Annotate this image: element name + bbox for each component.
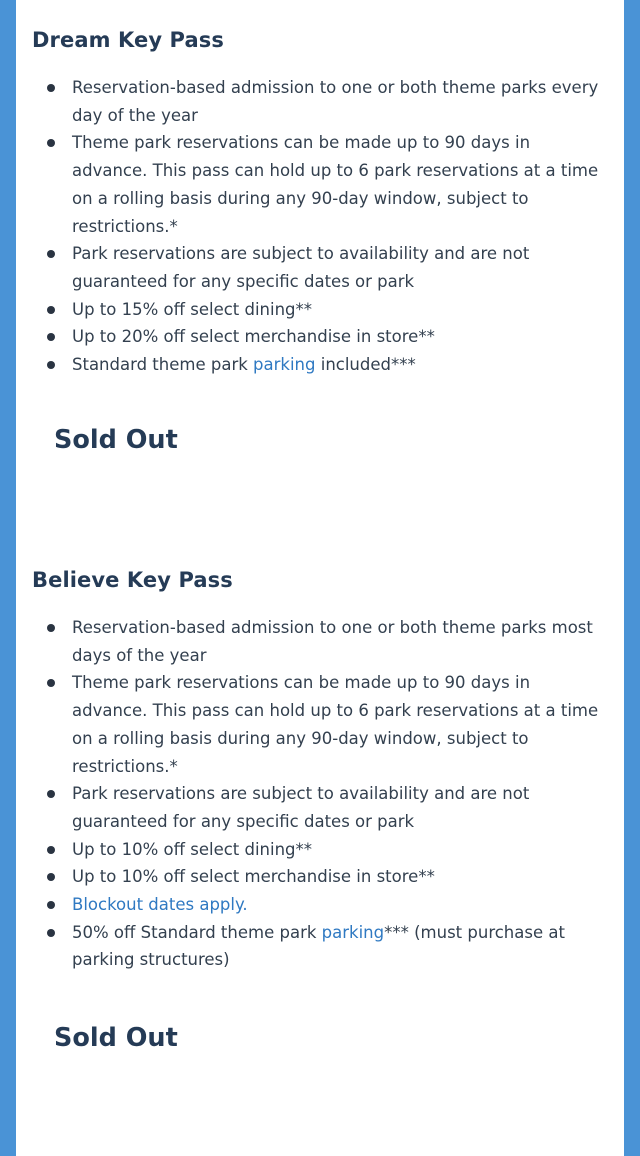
benefit-item	[32, 836, 602, 864]
benefits-list	[32, 74, 602, 379]
benefit-text: Up to 10% off select dining**	[72, 839, 313, 859]
benefit-item	[32, 323, 602, 351]
benefit-item	[32, 74, 602, 129]
benefit-text-before: Standard theme park	[72, 355, 254, 375]
benefit-text-after: *** (must purchase at parking structures)	[72, 922, 565, 970]
benefit-text: Theme park reservations can be made up to 90 days in advance. This pass can hold up to 6 park reservations at a time on a rolling basis during any 90-day window, subject to restrictions.*	[72, 673, 599, 776]
sold-out-status: Sold Out	[54, 425, 178, 455]
benefit-item	[32, 780, 602, 835]
bullet-icon	[47, 873, 55, 881]
bullet-icon	[47, 790, 55, 798]
benefits-list	[32, 614, 602, 974]
benefit-text: Theme park reservations can be made up to 90 days in advance. This pass can hold up to 6 park reservations at a time on a rolling basis during any 90-day window, subject to restrictions.*	[72, 133, 599, 236]
bullet-icon	[47, 679, 55, 687]
bullet-icon	[47, 846, 55, 854]
pass-card-dream-key	[32, 26, 602, 455]
blockout-dates-link[interactable]: Blockout dates apply.	[72, 895, 248, 915]
bullet-icon	[47, 901, 55, 909]
benefit-item-parking	[32, 919, 602, 974]
bullet-icon	[47, 84, 55, 92]
bullet-icon	[47, 250, 55, 258]
benefit-text: Park reservations are subject to availability and are not guaranteed for any specific dates or park	[72, 244, 530, 291]
pass-card-believe-key	[32, 566, 602, 1053]
benefit-text: Up to 20% off select merchandise in store**	[72, 327, 435, 347]
benefit-text-before: 50% off Standard theme park	[72, 922, 322, 942]
bullet-icon	[47, 624, 55, 632]
bullet-icon	[47, 361, 55, 369]
sold-out-status: Sold Out	[54, 1023, 178, 1053]
benefit-item-parking	[32, 351, 602, 379]
benefit-text: Reservation-based admission to one or both theme parks most days of the year	[72, 618, 593, 665]
benefit-item	[32, 863, 602, 891]
benefit-item	[32, 129, 602, 240]
bullet-icon	[47, 306, 55, 314]
benefit-item	[32, 614, 602, 669]
benefit-item	[32, 240, 602, 295]
bullet-icon	[47, 929, 55, 937]
benefit-text: Reservation-based admission to one or both theme parks every day of the year	[72, 78, 599, 125]
bullet-icon	[47, 139, 55, 147]
benefit-item	[32, 296, 602, 324]
content-panel	[16, 0, 624, 1156]
benefit-text: Up to 10% off select merchandise in store**	[72, 867, 435, 887]
pass-title: Dream Key Pass	[32, 28, 224, 52]
benefit-item-blockout	[32, 891, 602, 919]
benefit-text: Park reservations are subject to availability and are not guaranteed for any specific dates or park	[72, 784, 530, 831]
benefit-text: Up to 15% off select dining**	[72, 299, 313, 319]
parking-link[interactable]: parking	[253, 355, 316, 375]
benefit-text-after: included***	[315, 355, 416, 375]
parking-link[interactable]: parking	[321, 922, 385, 942]
pass-title: Believe Key Pass	[32, 568, 233, 592]
bullet-icon	[47, 333, 55, 341]
benefit-item	[32, 669, 602, 780]
